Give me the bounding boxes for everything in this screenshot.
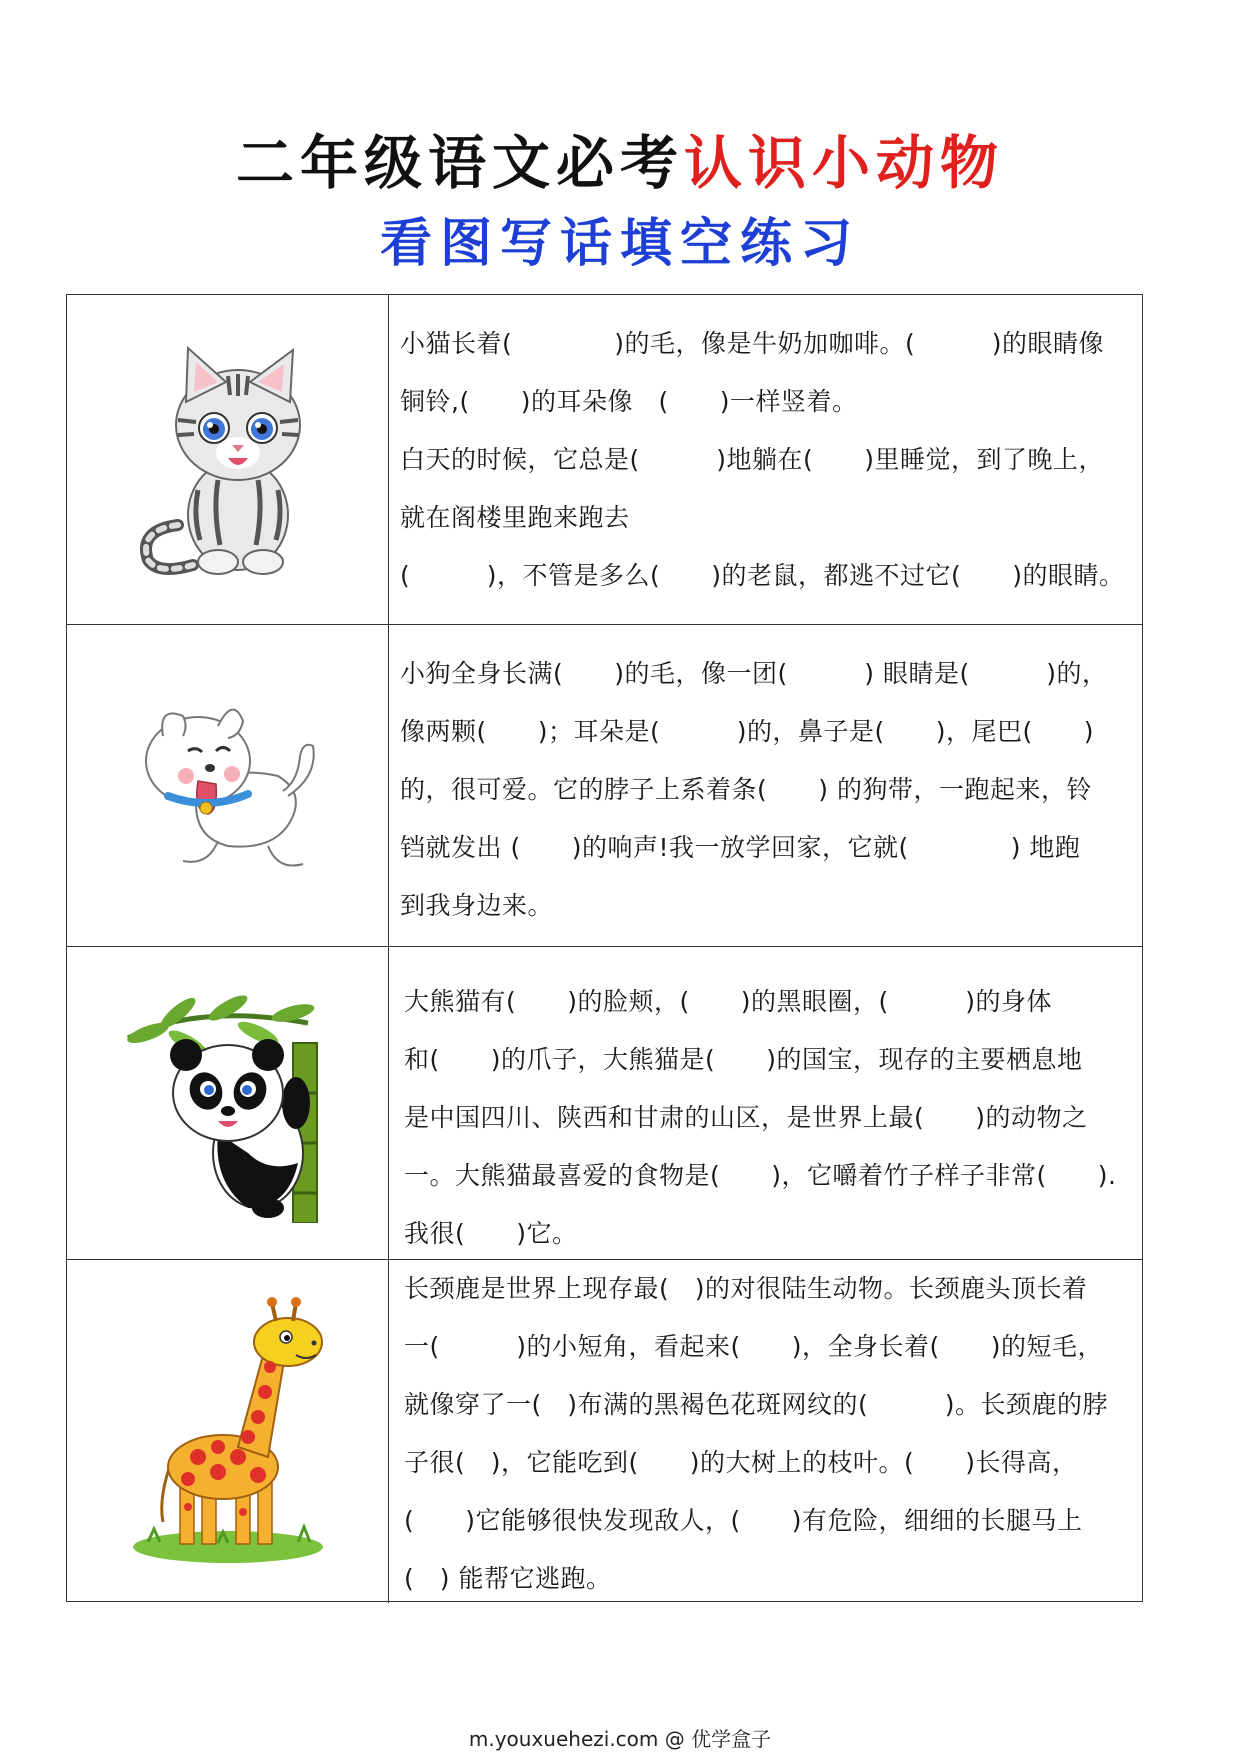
text-line: 大熊猫有( )的脸颊，( )的黑眼圈，( )的身体 — [404, 987, 1053, 1016]
image-cell — [67, 947, 389, 1259]
text-line: 长颈鹿是世界上现存最( )的对很陆生动物。长颈鹿头顶长着 — [404, 1274, 1088, 1303]
table-row — [67, 947, 1142, 1260]
footer-watermark: m.youxuehezi.com @ 优学盒子 — [468, 1727, 772, 1751]
text-line: 一。大熊猫最喜爱的食物是( )，它嚼着竹子样子非常( ). — [404, 1161, 1117, 1190]
text-line: 一( )的小短角，看起来( )，全身长着( )的短毛， — [404, 1332, 1104, 1361]
text-line: 铛就发出 ( )的响声!我一放学回家，它就( ) 地跑 — [400, 833, 1081, 862]
text-line: 就像穿了一( )布满的黑褐色花斑网纹的( )。长颈鹿的脖 — [404, 1390, 1109, 1419]
text-line: 是中国四川、陕西和甘肃的山区，是世界上最( )的动物之 — [404, 1103, 1088, 1132]
text-line: ( )它能够很快发现敌人，( )有危险，细细的长腿马上 — [404, 1506, 1083, 1535]
image-cell — [67, 1260, 389, 1603]
text-line: 子很( )，它能吃到( )的大树上的枝叶。( )长得高， — [404, 1448, 1078, 1477]
image-cell — [67, 625, 389, 946]
exercise-table — [66, 294, 1143, 1602]
table-row — [67, 295, 1142, 625]
text-line: 的，很可爱。它的脖子上系着条( ) 的狗带，一跑起来，铃 — [400, 775, 1092, 804]
title-black-part: 二年级语文必考 — [235, 129, 684, 197]
text-cell — [404, 1260, 1136, 1603]
text-line: 白天的时候，它总是( )地躺在( )里睡觉，到了晚上， — [400, 445, 1105, 474]
giraffe-icon — [118, 1297, 338, 1567]
text-line: 就在阁楼里跑来跑去 — [400, 503, 630, 532]
text-cell — [400, 625, 1136, 946]
text-line: 小狗全身长满( )的毛，像一团( ) 眼睛是( )的， — [400, 659, 1108, 688]
image-cell — [67, 295, 389, 624]
table-row — [67, 1260, 1142, 1603]
page-title — [0, 128, 1240, 198]
text-line: ( ) 能帮它逃跑。 — [404, 1564, 612, 1593]
text-line: 和( )的爪子，大熊猫是( )的国宝，现存的主要栖息地 — [404, 1045, 1083, 1074]
text-line: 像两颗( )；耳朵是( )的，鼻子是( )，尾巴( ) — [400, 717, 1095, 746]
text-line: 铜铃,( )的耳朵像 ( )一样竖着。 — [400, 387, 858, 416]
text-line: 到我身边来。 — [400, 891, 554, 920]
text-cell — [404, 947, 1136, 1259]
text-cell — [400, 295, 1136, 624]
dog-icon — [128, 696, 328, 876]
panda-icon — [118, 983, 338, 1223]
text-line: 小猫长着( )的毛，像是牛奶加咖啡。( )的眼睛像 — [400, 329, 1105, 358]
text-line: 我很( )它。 — [404, 1219, 578, 1248]
table-row — [67, 625, 1142, 947]
title-red-part: 认识小动物 — [684, 129, 1005, 197]
page-subtitle: 看图写话填空练习 — [379, 214, 860, 274]
cat-icon — [118, 340, 338, 580]
text-line: ( )，不管是多么( )的老鼠，都逃不过它( )的眼睛。 — [400, 561, 1125, 590]
